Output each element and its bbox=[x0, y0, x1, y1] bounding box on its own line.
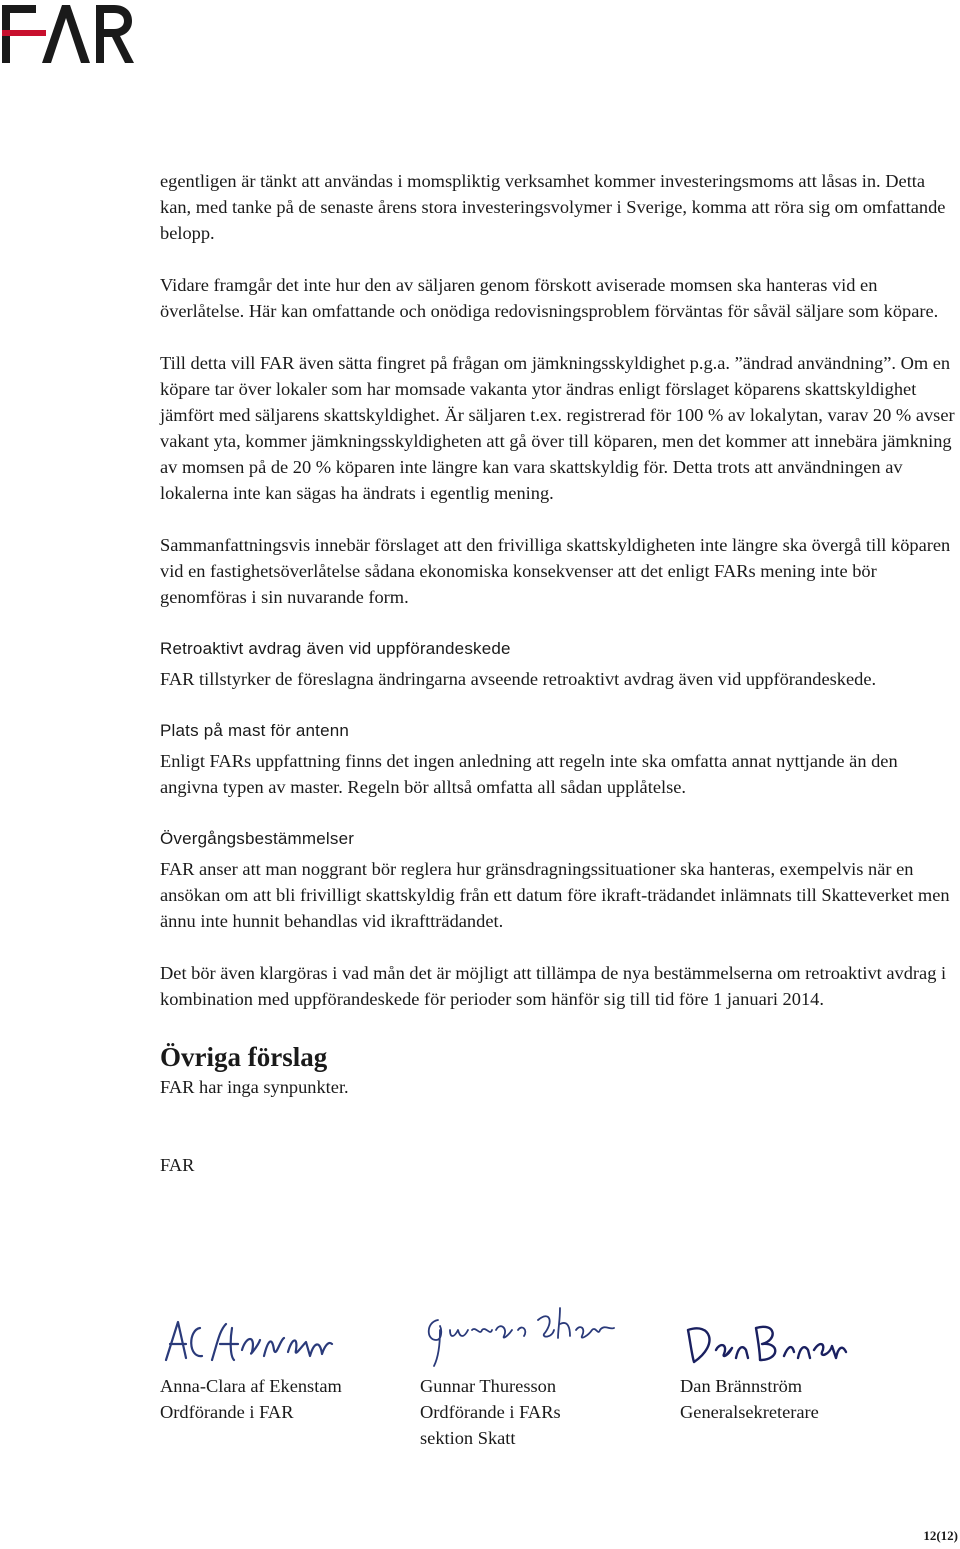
subheading: Plats på mast för antenn bbox=[160, 721, 350, 740]
organization-name: FAR bbox=[160, 1155, 195, 1175]
signatory-2 bbox=[420, 1300, 660, 1448]
paragraph: Vidare framgår det inte hur den av säljaren genom förskott aviserade momsen ska hanteras vid en överlåtelse. Här kan omfattande och onödiga redovisningsproblem förväntas för såväl säljare som köpare. bbox=[160, 275, 939, 321]
signatory-name: Gunnar Thuresson bbox=[420, 1376, 557, 1396]
paragraph: Sammanfattningsvis innebär förslaget att den frivilliga skattskyldigheten inte längre ska övergå till köparen vid en fastighetsöverlåtelse sådana ekonomiska konsekvenser att det enligt FARs mening inte bör genomföras i sin nuvarande form. bbox=[160, 535, 951, 607]
signatory-title-cont: sektion Skatt bbox=[420, 1428, 516, 1448]
letter-body bbox=[160, 168, 958, 1178]
signatory-3 bbox=[680, 1300, 920, 1422]
paragraph: Det bör även klargöras i vad mån det är möjligt att tillämpa de nya bestämmelserna om retroaktivt avdrag i kombination med uppförandeskede för perioder som hänför sig till tid före 1 januari 2014. bbox=[160, 963, 947, 1009]
signature-image bbox=[420, 1300, 620, 1370]
signatory-title: Ordförande i FARs bbox=[420, 1402, 561, 1422]
section-title: Övriga förslag bbox=[160, 1042, 328, 1072]
signatory-name: Dan Brännström bbox=[680, 1376, 803, 1396]
paragraph: Till detta vill FAR även sätta fingret på frågan om jämkningsskyldighet p.g.a. ”ändrad användning”. Om en köpare tar över lokaler som har momsade vakanta ytor ändras enligt förslaget köparens skattskyldighet jämfört med säljarens skattskyldighet. Är säljaren t.ex. registrerad för 100 % av lokalytan, varav 20 % avser vakant yta, kommer jämkningsskyldigheten att gå över till köparen, men det kommer att innebära jämkning av momsen på de 20 % köparen inte längre kan vara skattskyldig för. Detta trots att användningen av lokalerna inte kan sägas ha ändrats i egentlig mening. bbox=[160, 353, 955, 503]
paragraph: egentligen är tänkt att användas i momspliktig verksamhet kommer investeringsmoms att låsas in. Detta kan, med tanke på de senaste årens stora investeringsvolymer i Sverige, komma att röra sig om omfattande belopp. bbox=[160, 171, 946, 243]
signature-block bbox=[160, 1300, 940, 1460]
paragraph: FAR tillstyrker de föreslagna ändringarna avseende retroaktivt avdrag även vid uppförandeskede. bbox=[160, 669, 877, 689]
signatory-name: Anna-Clara af Ekenstam bbox=[160, 1376, 342, 1396]
signatory-title: Ordförande i FAR bbox=[160, 1402, 294, 1422]
signatory-title: Generalsekreterare bbox=[680, 1402, 819, 1422]
signature-image bbox=[160, 1300, 340, 1370]
page-number: 12(12) bbox=[923, 1528, 958, 1543]
signatory-1 bbox=[160, 1300, 400, 1422]
paragraph: FAR har inga synpunkter. bbox=[160, 1077, 349, 1097]
subheading: Retroaktivt avdrag även vid uppförandeskede bbox=[160, 639, 511, 658]
signature-image bbox=[680, 1300, 850, 1370]
subheading: Övergångsbestämmelser bbox=[160, 829, 355, 848]
paragraph: Enligt FARs uppfattning finns det ingen anledning att regeln inte ska omfatta annat nyttjande än den angivna typen av master. Regeln bör alltså omfatta all sådan upplåtelse. bbox=[160, 751, 898, 797]
far-logo bbox=[0, 0, 134, 66]
paragraph: FAR anser att man noggrant bör reglera hur gränsdragningssituationer ska hanteras, exempelvis när en ansökan om att bli frivilligt skattskyldig från ett datum före ikraft-trädandet inlämnats till Skatteverket men ännu inte hunnit behandlas vid ikraftträdandet. bbox=[160, 859, 950, 931]
